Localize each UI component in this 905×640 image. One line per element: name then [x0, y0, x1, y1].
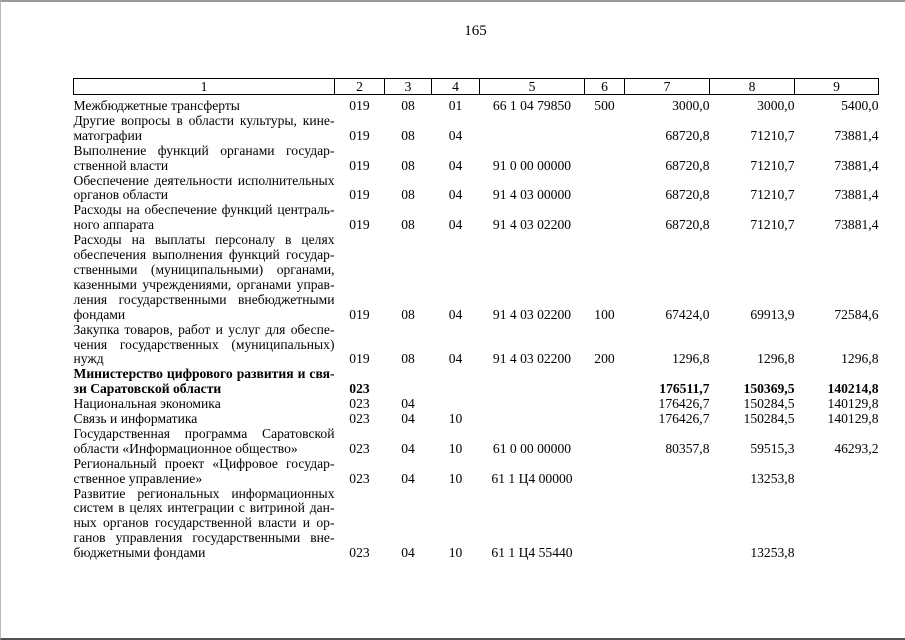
row-label-line: ного аппарата	[73, 217, 155, 233]
amount-year2: 69913,9	[750, 306, 795, 322]
code-section: 08	[401, 127, 415, 143]
row-label	[74, 397, 335, 412]
amount-year3: 1296,8	[841, 351, 879, 367]
code-expense-type	[585, 412, 625, 427]
amount-year2: 3000,0	[757, 98, 795, 113]
row-label	[74, 114, 335, 144]
row-label-line: систем в целях интеграции с витриной дан-	[73, 500, 335, 516]
row-label-line: области «Информационное общество»	[73, 440, 298, 456]
amount-year3: 46293,2	[834, 440, 879, 456]
code-grbs: 019	[349, 187, 370, 203]
amount-year2: 71210,7	[750, 157, 795, 173]
code-expense-type	[585, 144, 625, 174]
code-grbs: 023	[349, 381, 370, 397]
column-header-3: 3	[385, 79, 432, 95]
row-label	[74, 203, 335, 233]
amount-year2: 150284,5	[743, 396, 795, 412]
amount-year1: 68720,8	[665, 217, 710, 233]
amount-year1: 176426,7	[658, 396, 710, 412]
row-label-line: Министерство цифрового развития и свя-	[73, 366, 335, 382]
code-section: 04	[401, 396, 415, 412]
code-expense-type: 100	[594, 306, 615, 322]
row-label-line: Другие вопросы в области культуры, кине-	[73, 112, 335, 128]
row-label-line: Расходы на обеспечение функций централь-	[73, 202, 335, 218]
code-expense-type	[585, 114, 625, 144]
table-row	[74, 412, 879, 427]
amount-year2: 150369,5	[743, 381, 795, 397]
code-target-article: 61 1 Ц4 00000	[491, 470, 573, 486]
table-row	[74, 487, 879, 562]
amount-year2: 71210,7	[750, 217, 795, 233]
table-row	[74, 323, 879, 368]
code-section: 04	[401, 545, 415, 561]
code-subsection: 04	[448, 217, 463, 233]
row-label-line: чения государственных (муниципальных)	[73, 336, 335, 352]
code-section: 08	[401, 157, 415, 173]
code-grbs: 019	[349, 98, 370, 113]
amount-year2: 1296,8	[757, 351, 795, 367]
row-label	[74, 487, 335, 562]
code-expense-type	[585, 397, 625, 412]
code-expense-type: 500	[594, 98, 615, 113]
code-section: 04	[401, 440, 415, 456]
code-section: 04	[401, 470, 415, 486]
table-row	[74, 367, 879, 397]
code-grbs: 023	[349, 440, 370, 456]
code-subsection: 10	[448, 411, 463, 427]
table-row	[74, 427, 879, 457]
amount-year1: 68720,8	[665, 187, 710, 203]
amount-year1: 68720,8	[665, 157, 710, 173]
row-label-line: ления государственными внебюджетными	[73, 291, 335, 307]
code-subsection: 10	[448, 545, 463, 561]
row-label	[74, 323, 335, 368]
amount-year2: 150284,5	[743, 411, 795, 427]
row-label	[74, 427, 335, 457]
row-label	[74, 412, 335, 427]
table-row	[74, 144, 879, 174]
amount-year3	[795, 487, 879, 562]
row-label-line: фондами	[73, 306, 126, 322]
amount-year1: 68720,8	[665, 127, 710, 143]
row-label-line: казенными учреждениями, органами управ-	[73, 276, 335, 292]
code-target-article	[480, 412, 585, 427]
amount-year1: 176426,7	[658, 411, 710, 427]
amount-year3: 140214,8	[827, 381, 879, 397]
code-subsection	[432, 397, 480, 412]
amount-year3: 140129,8	[827, 411, 879, 427]
row-label-line: нужд	[73, 351, 104, 367]
amount-year1: 176511,7	[659, 381, 710, 397]
code-section: 08	[401, 351, 415, 367]
amount-year3: 73881,4	[834, 217, 879, 233]
amount-year3: 5400,0	[841, 98, 879, 113]
code-grbs: 019	[349, 127, 370, 143]
code-grbs: 023	[349, 470, 370, 486]
amount-year2: 71210,7	[750, 187, 795, 203]
code-grbs: 023	[349, 411, 370, 427]
row-label-line: органов области	[73, 187, 169, 203]
code-expense-type	[585, 487, 625, 562]
column-header-5: 5	[480, 79, 585, 95]
row-label	[74, 144, 335, 174]
column-header-8: 8	[710, 79, 795, 95]
table-row	[74, 174, 879, 204]
code-section: 08	[401, 217, 415, 233]
code-expense-type: 200	[594, 351, 615, 367]
row-label-line: зи Саратовской области	[73, 381, 222, 397]
row-label-line: ганов управления государственными вне-	[73, 530, 335, 546]
code-grbs: 023	[349, 396, 370, 412]
amount-year2: 59515,3	[750, 440, 795, 456]
table-row	[74, 114, 879, 144]
code-section: 08	[401, 306, 415, 322]
code-section: 08	[401, 98, 415, 113]
amount-year3: 73881,4	[834, 127, 879, 143]
code-grbs: 019	[349, 157, 370, 173]
amount-year2: 71210,7	[750, 127, 795, 143]
budget-table	[73, 78, 879, 561]
amount-year2: 13253,8	[750, 470, 795, 486]
code-section: 04	[401, 411, 415, 427]
code-expense-type	[585, 427, 625, 457]
row-label-line: обеспечения выполнения функций государ-	[73, 247, 335, 263]
code-subsection: 04	[448, 306, 463, 322]
row-label	[74, 95, 335, 114]
code-grbs: 019	[349, 217, 370, 233]
row-label-line: Выполнение функций органами государ-	[73, 142, 335, 158]
row-label-line: ственными (муниципальными) органами,	[73, 261, 335, 277]
code-subsection: 04	[448, 127, 463, 143]
row-label-line: Расходы на выплаты персоналу в целях	[73, 232, 335, 248]
code-subsection: 10	[448, 470, 463, 486]
table-header-row	[74, 79, 879, 95]
code-grbs: 023	[349, 545, 370, 561]
code-expense-type	[585, 174, 625, 204]
amount-year3	[795, 457, 879, 487]
table-row	[74, 233, 879, 322]
row-label	[74, 457, 335, 487]
amount-year1: 1296,8	[672, 351, 710, 367]
amount-year3: 73881,4	[834, 157, 879, 173]
row-label-line: ственное управление»	[73, 470, 203, 486]
row-label-line: Региональный проект «Цифровое государ-	[73, 455, 335, 471]
table-row	[74, 203, 879, 233]
page-number: 165	[464, 23, 487, 39]
amount-year1	[625, 457, 710, 487]
code-target-article	[480, 367, 585, 397]
code-subsection: 01	[448, 98, 463, 113]
code-grbs: 019	[349, 306, 370, 322]
code-expense-type	[585, 367, 625, 397]
row-label	[74, 233, 335, 322]
code-subsection	[432, 367, 480, 397]
code-expense-type	[585, 203, 625, 233]
code-target-article: 91 4 03 00000	[492, 187, 572, 203]
row-label-line: Обеспечение деятельности исполнительных	[73, 172, 335, 188]
amount-year1	[625, 487, 710, 562]
row-label-line: Связь и информатика	[73, 411, 198, 427]
column-header-7: 7	[625, 79, 710, 95]
code-subsection: 04	[448, 351, 463, 367]
code-expense-type	[585, 457, 625, 487]
row-label-line: бюджетными фондами	[73, 545, 206, 561]
code-subsection: 10	[448, 440, 463, 456]
code-target-article	[480, 114, 585, 144]
amount-year1: 80357,8	[665, 440, 710, 456]
row-label-line: ных органов государственной власти и ор-	[73, 515, 335, 531]
code-target-article: 91 4 03 02200	[492, 217, 572, 233]
column-header-6: 6	[585, 79, 625, 95]
column-header-2: 2	[335, 79, 385, 95]
column-header-1: 1	[74, 79, 335, 95]
amount-year3: 72584,6	[834, 306, 879, 322]
amount-year3: 73881,4	[834, 187, 879, 203]
row-label-line: матографии	[73, 127, 143, 143]
code-section: 08	[401, 187, 415, 203]
row-label-line: Развитие региональных информационных	[73, 485, 335, 501]
row-label-line: Государственная программа Саратовской	[73, 425, 335, 441]
column-header-4: 4	[432, 79, 480, 95]
row-label-line: Закупка товаров, работ и услуг для обеспе-	[73, 321, 335, 337]
code-target-article	[480, 397, 585, 412]
amount-year3: 140129,8	[827, 396, 879, 412]
code-subsection: 04	[448, 187, 463, 203]
code-target-article: 61 0 00 00000	[492, 440, 572, 456]
row-label-line: ственной власти	[73, 157, 169, 173]
code-target-article: 66 1 04 79850	[492, 98, 572, 113]
row-label-line: Межбюджетные трансферты	[73, 98, 240, 113]
code-section	[385, 367, 432, 397]
row-label	[74, 367, 335, 397]
code-subsection: 04	[448, 157, 463, 173]
code-grbs: 019	[349, 351, 370, 367]
amount-year1: 67424,0	[665, 306, 710, 322]
row-label	[74, 174, 335, 204]
row-label-line: Национальная экономика	[73, 396, 221, 412]
column-header-9: 9	[795, 79, 879, 95]
code-target-article: 91 4 03 02200	[492, 351, 572, 367]
code-target-article: 91 4 03 02200	[492, 306, 572, 322]
table-row	[74, 457, 879, 487]
table-row	[74, 95, 879, 114]
amount-year1: 3000,0	[672, 98, 710, 113]
code-target-article: 91 0 00 00000	[492, 157, 572, 173]
amount-year2: 13253,8	[750, 545, 795, 561]
code-target-article: 61 1 Ц4 55440	[491, 545, 573, 561]
table-row	[74, 397, 879, 412]
